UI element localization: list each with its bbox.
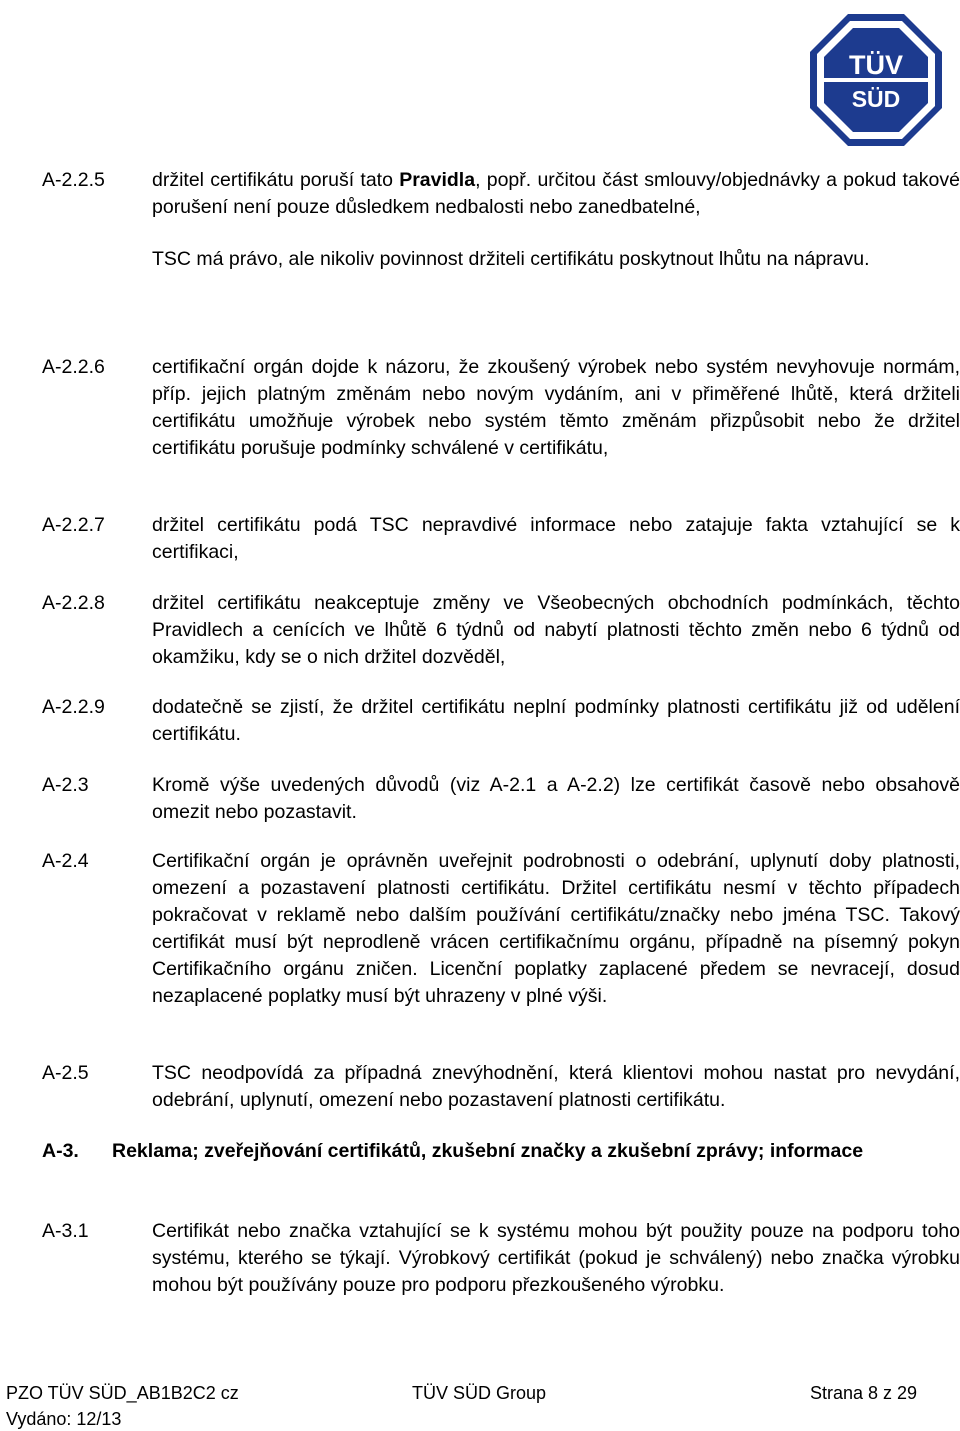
section-number: A-2.5 (42, 1062, 89, 1084)
section-number: A-2.2.7 (42, 514, 105, 536)
section-number: A-2.3 (42, 774, 89, 796)
section-text: Certifikační orgán je oprávněn uveřejnit podrobnosti o odebrání, uplynutí doby platnosti, omezení a pozastavení platnosti certifikátu. Držitel certifikátu nesmí v těchto případech pokračovat v reklamě nebo dalším používání certifikátu/značky nebo jména TSC. Takový certifikát musí být neprodleně vrácen certifikačnímu orgánu, případně na písemný pokyn Certifikačního orgánu zničen. Licenční poplatky zaplacené předem se nevracejí, dosud nezaplacené poplatky musí být uhrazeny v plné výši. (152, 850, 960, 1007)
heading-number: A-3. (42, 1140, 79, 1162)
footer-group: TÜV SÜD Group (412, 1383, 547, 1403)
section-text-followup: TSC má právo, ale nikoliv povinnost držiteli certifikátu poskytnout lhůtu na nápravu. (152, 248, 870, 270)
section-number: A-2.2.9 (42, 696, 105, 718)
section-number: A-2.4 (42, 850, 89, 872)
page-footer (0, 1381, 960, 1431)
logo-brand-line2: SÜD (851, 86, 901, 112)
section-number: A-2.2.8 (42, 592, 105, 614)
section-text: držitel certifikátu neakceptuje změny ve Všeobecných obchodních podmínkách, těchto Pravidlech a cenících ve lhůtě 6 týdnů od nabytí platnosti těchto změn nebo 6 týdnů od okamžiku, kdy se o nich držitel dozvěděl, (152, 592, 960, 668)
footer-issued: Vydáno: 12/13 (6, 1409, 122, 1429)
emphasis-pravidla: Pravidla (399, 169, 476, 191)
section-text: držitel certifikátu podá TSC nepravdivé informace nebo zatajuje fakta vztahující se k certifikaci, (152, 514, 960, 563)
section-text: Certifikát nebo značka vztahující se k systému mohou být použity pouze na podporu toho systému, kterého se týkají. Výrobkový certifikát (pokud je schválený) nebo značka výrobku mohou být používány pouze pro podporu přezkoušeného výrobku. (152, 1220, 960, 1296)
section-heading: Reklama; zveřejňování certifikátů, zkušební značky a zkušební zprávy; informace (112, 1140, 864, 1162)
section-text: TSC neodpovídá za případná znevýhodnění, která klientovi mohou nastat pro nevydání, odebrání, uplynutí, omezení nebo pozastavení platnosti certifikátu. (152, 1062, 960, 1111)
footer-page-number: Strana 8 z 29 (810, 1383, 918, 1403)
logo-brand-line1: TÜV (849, 50, 903, 80)
section-number: A-2.2.5 (42, 169, 105, 191)
footer-doc-id: PZO TÜV SÜD_AB1B2C2 cz (6, 1383, 239, 1403)
section-text: držitel certifikátu poruší tato Pravidla, popř. určitou část smlouvy/objednávky a pokud takové porušení není pouze důsledkem nedbalosti nebo zanedbatelné, (152, 169, 960, 218)
section-number: A-3.1 (42, 1220, 89, 1242)
section-text: Kromě výše uvedených důvodů (viz A-2.1 a A-2.2) lze certifikát časově nebo obsahově omezit nebo pozastavit. (152, 774, 960, 823)
tuv-sud-logo (808, 12, 944, 148)
section-number: A-2.2.6 (42, 356, 105, 378)
section-text: certifikační orgán dojde k názoru, že zkoušený výrobek nebo systém nevyhovuje normám, příp. jejich platným změnám nebo novým vydáním, ani v přiměřené lhůtě, která držiteli certifikátu umožňuje výrobek nebo systém těmto změnám přizpůsobit nebo že držitel certifikátu porušuje podmínky schválené v certifikátu, (152, 356, 960, 459)
section-text: dodatečně se zjistí, že držitel certifikátu neplní podmínky platnosti certifikátu již od udělení certifikátu. (152, 696, 960, 745)
